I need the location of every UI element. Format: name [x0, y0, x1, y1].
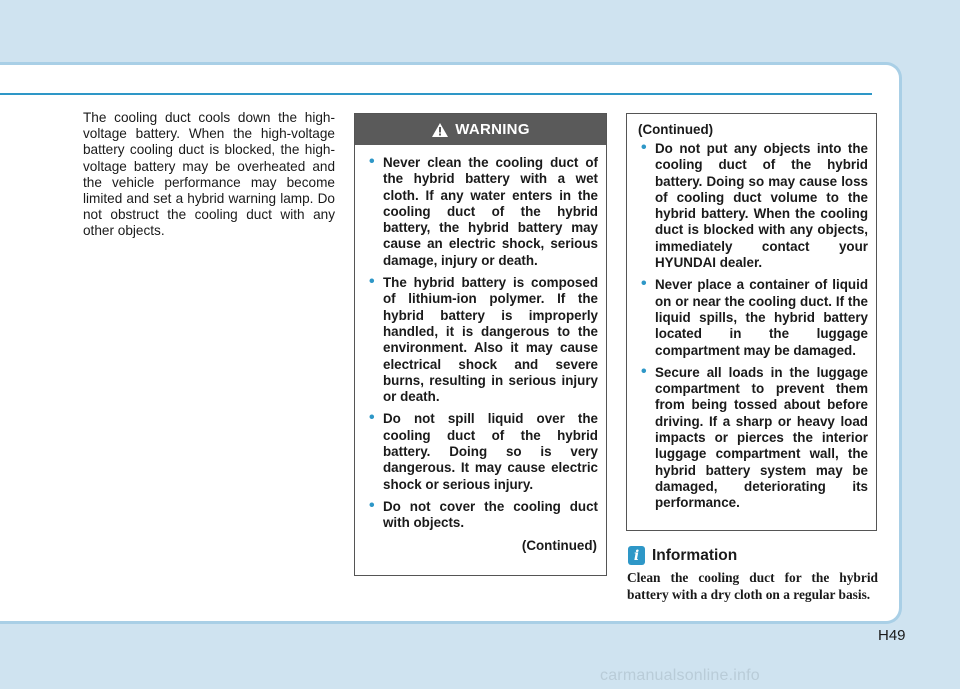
page-number: H49 — [878, 627, 906, 644]
warning-box — [354, 113, 607, 576]
bullet-icon: • — [641, 139, 647, 156]
warning-item: • Never clean the cooling duct of the hybrid battery with a wet cloth. If any water enters in the cooling duct of the hybrid battery, the hybrid battery may cause an electric shock, serious damage, injury or death. — [369, 153, 598, 268]
bullet-icon: • — [641, 275, 647, 293]
warning-triangle-icon — [431, 122, 449, 138]
warning-item: • Do not cover the cooling duct with objects. — [369, 496, 598, 531]
information-heading — [628, 546, 737, 565]
warning-title: WARNING — [455, 121, 530, 138]
warning-header — [355, 114, 606, 145]
bullet-icon: • — [641, 362, 647, 380]
bullet-icon: • — [369, 273, 375, 291]
watermark: carmanualsonline.info — [600, 667, 760, 684]
information-title: Information — [652, 546, 738, 564]
info-icon: i — [628, 546, 645, 565]
continued-item: • Never place a container of liquid on or near the cooling duct. If the liquid spills, the hybrid battery located in the luggage compartment may be damaged. — [641, 275, 868, 358]
warning-continued: (Continued) — [521, 537, 597, 553]
intro-paragraph: The cooling duct cools down the high-voltage battery. When the high-voltage battery cooling duct is blocked, the high-voltage battery may be overheated and the vehicle performance may become limited and set a hybrid warning lamp. Do not obstruct the cooling duct with any other objects. — [83, 110, 335, 239]
warning-item: • The hybrid battery is composed of lithium-ion polymer. If the hybrid battery is improperly handled, it is dangerous to the environment. Also it may cause electrical shock and severe burns, resulting in serious injury or death. — [369, 273, 598, 405]
bullet-icon: • — [369, 496, 375, 514]
warning-item: • Do not spill liquid over the cooling duct of the hybrid battery. Doing so is very dangerous. It may cause electric shock or serious injury. — [369, 409, 598, 492]
header-rule — [0, 93, 872, 95]
bullet-icon: • — [369, 153, 375, 170]
continued-list — [634, 141, 868, 512]
continued-item: • Secure all loads in the luggage compartment to prevent them from being tossed about before driving. If a sharp or heavy load impacts or pierces the interior luggage compartment wall, the hybrid battery system may be damaged, deteriorating its performance. — [641, 362, 868, 511]
information-text: Clean the cooling duct for the hybrid battery with a dry cloth on a regular basis. — [627, 570, 878, 602]
continued-warning-box — [626, 113, 877, 531]
continued-label: (Continued) — [638, 122, 714, 137]
warning-list — [355, 145, 606, 532]
bullet-icon: • — [369, 409, 375, 427]
continued-item: • Do not put any objects into the cooling duct of the hybrid battery. Doing so may cause loss of cooling duct volume to the hybrid battery. When the cooling duct is blocked with any objects, immediately contact your HYUNDAI dealer. — [641, 139, 868, 271]
